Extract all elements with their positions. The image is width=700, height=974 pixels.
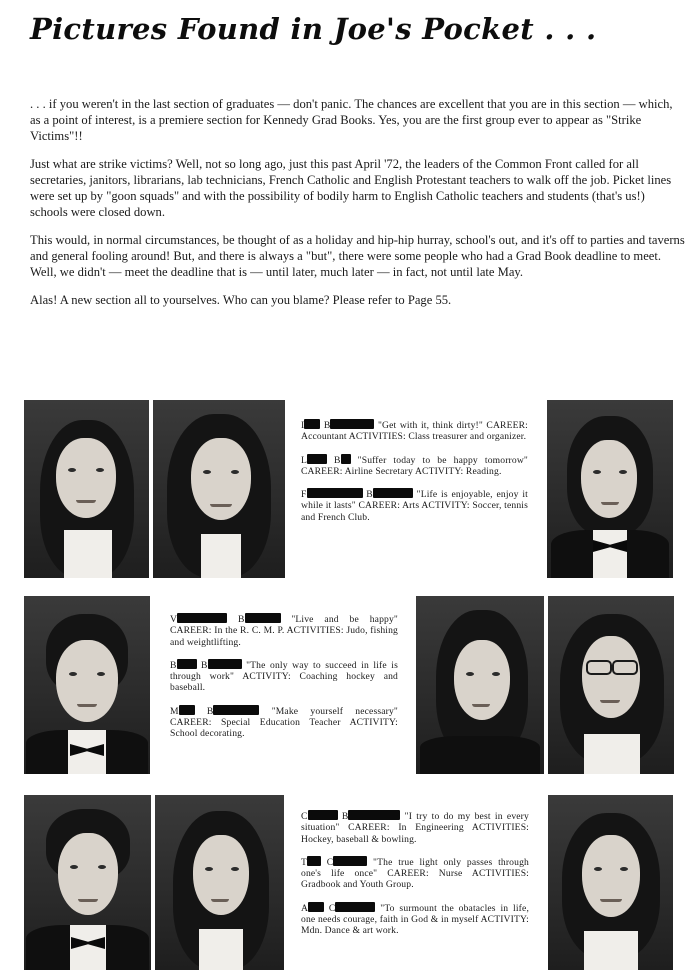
caption-group xyxy=(301,419,528,534)
redacted-name: V B xyxy=(170,614,281,625)
portrait-photo xyxy=(153,400,285,578)
redacted-name: B B xyxy=(170,660,242,671)
portrait-photo xyxy=(24,795,151,970)
senior-entry: V B "Live and be happy" CAREER: In the R. C. M. P. ACTIVITIES: Judo, fishing and weightlifting. xyxy=(170,614,398,648)
senior-entry: A C "To surmount the obatacles in life, one needs courage, faith in God & in myself ACTIVITY: Mdn. Dance & art work. xyxy=(301,902,529,937)
senior-entry: B B "The only way to succeed in life is through work" ACTIVITY: Coaching hockey and baseball. xyxy=(170,659,398,694)
redacted-name: I B xyxy=(301,420,374,431)
caption-group xyxy=(301,810,529,948)
senior-entry: M B "Make yourself necessary" CAREER: Special Education Teacher ACTIVITY: School decorating. xyxy=(170,705,398,740)
portrait-photo xyxy=(24,400,149,578)
caption-group xyxy=(170,613,398,751)
senior-entry: L B "Suffer today to be happy tomorrow" CAREER: Airline Secretary ACTIVITY: Reading. xyxy=(301,454,528,477)
intro-paragraph: Alas! A new section all to yourselves. Who can you blame? Please refer to Page 55. xyxy=(30,293,452,307)
redacted-name: T C xyxy=(301,857,367,868)
redacted-name: A C xyxy=(301,903,375,914)
senior-entry: I B "Get with it, think dirty!" CAREER: Accountant ACTIVITIES: Class treasurer and organizer. xyxy=(301,420,528,443)
portrait-photo xyxy=(548,795,673,970)
portrait-photo xyxy=(548,596,674,774)
portrait-photo xyxy=(24,596,150,774)
redacted-name: M B xyxy=(170,706,259,717)
intro-paragraph: Just what are strike victims? Well, not so long ago, just this past April '72, the leaders of the Common Front called for all secretaries, janitors, librarians, lab technicians, French Catholic and English Protestant teachers to walk off the job. Picket lines were set up by "goon squads" and with the possibility of bodily harm to English Catholic teachers and students (that's us!) schools were closed down. xyxy=(30,157,672,219)
senior-entry: F B "Life is enjoyable, enjoy it while it lasts" CAREER: Arts ACTIVITY: Soccer, tennis and French Club. xyxy=(301,489,528,523)
senior-entry: T C "The true light only passes through one's life once" CAREER: Nurse ACTIVITIES: Gradbook and Youth Group. xyxy=(301,856,529,891)
senior-entry: C B "I try to do my best in every situation" CAREER: In Engineering ACTIVITIES: Hockey, baseball & bowling. xyxy=(301,811,529,845)
portrait-photo xyxy=(155,795,284,970)
redacted-name: F B xyxy=(301,489,413,500)
redacted-name: C B xyxy=(301,811,400,822)
intro-paragraph: This would, in normal circumstances, be thought of as a holiday and hip-hip hurray, school's out, and it's off to parties and taverns and general fooling around! But, and there is always a "but", there were some people who had a Grad Book deadline to meet. Well, we didn't — meet the deadline that is — until later, much later — in fact, not until late May. xyxy=(30,233,685,279)
intro-text xyxy=(30,96,685,320)
intro-paragraph: . . . if you weren't in the last section of graduates — don't panic. The chances are excellent that you are in this section — which, as a point of interest, is a premiere section for Kennedy Grad Books. Yes, you are the first group ever to appear as "Strike Victims"!! xyxy=(30,97,673,143)
portrait-photo xyxy=(547,400,673,578)
redacted-name: L B xyxy=(301,455,351,466)
page-title: Pictures Found in Joe's Pocket . . . xyxy=(30,12,597,46)
portrait-photo xyxy=(416,596,544,774)
